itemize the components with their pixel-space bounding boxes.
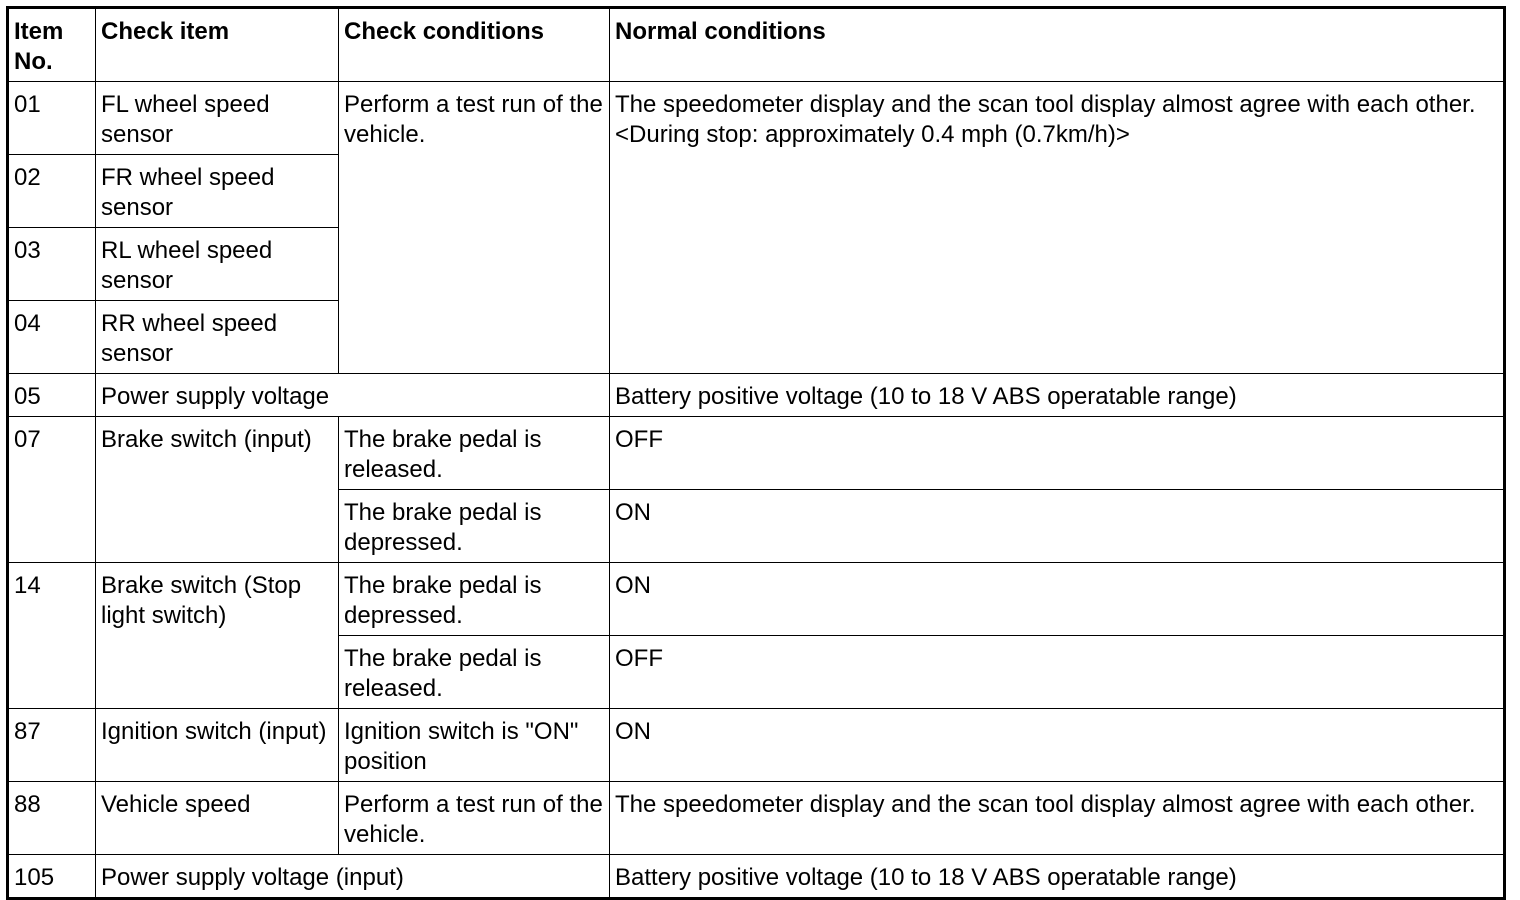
check-item-cell: Ignition switch (input) — [96, 709, 339, 782]
check-conditions-cell: Perform a test run of the vehicle. — [339, 82, 610, 374]
item-no-cell: 88 — [8, 782, 96, 855]
table-header-row — [8, 8, 1505, 82]
check-conditions-cell: Perform a test run of the vehicle. — [339, 782, 610, 855]
normal-conditions-cell: OFF — [610, 636, 1505, 709]
check-item-cell: FR wheel speed sensor — [96, 155, 339, 228]
normal-conditions-cell: ON — [610, 563, 1505, 636]
item-no-cell: 87 — [8, 709, 96, 782]
table-row — [8, 417, 1505, 490]
check-conditions-cell: The brake pedal is depressed. — [339, 490, 610, 563]
check-items-table — [6, 6, 1506, 900]
table-row — [8, 782, 1505, 855]
table-row — [8, 855, 1505, 899]
item-no-cell: 14 — [8, 563, 96, 709]
check-item-cell: Vehicle speed — [96, 782, 339, 855]
header-check-item: Check item — [96, 8, 339, 82]
item-no-cell: 05 — [8, 374, 96, 417]
normal-conditions-cell: Battery positive voltage (10 to 18 V ABS operatable range) — [610, 855, 1505, 899]
table-row — [8, 709, 1505, 782]
check-item-cell: Brake switch (input) — [96, 417, 339, 563]
check-item-cell: Power supply voltage (input) — [96, 855, 610, 899]
item-no-cell: 07 — [8, 417, 96, 563]
check-conditions-cell: The brake pedal is released. — [339, 417, 610, 490]
check-item-cell: RR wheel speed sensor — [96, 301, 339, 374]
item-no-cell: 04 — [8, 301, 96, 374]
item-no-cell: 02 — [8, 155, 96, 228]
item-no-cell: 01 — [8, 82, 96, 155]
table-row — [8, 563, 1505, 636]
header-normal-conditions: Normal conditions — [610, 8, 1505, 82]
item-no-cell: 03 — [8, 228, 96, 301]
table-row — [8, 82, 1505, 155]
check-item-cell: Brake switch (Stop light switch) — [96, 563, 339, 709]
normal-conditions-cell: OFF — [610, 417, 1505, 490]
check-conditions-cell: The brake pedal is depressed. — [339, 563, 610, 636]
normal-conditions-cell: ON — [610, 709, 1505, 782]
check-conditions-cell: Ignition switch is "ON" position — [339, 709, 610, 782]
normal-conditions-cell: The speedometer display and the scan tool display almost agree with each other. — [610, 782, 1505, 855]
normal-conditions-cell: ON — [610, 490, 1505, 563]
header-item-no: Item No. — [8, 8, 96, 82]
header-check-conditions: Check conditions — [339, 8, 610, 82]
normal-conditions-cell: Battery positive voltage (10 to 18 V ABS operatable range) — [610, 374, 1505, 417]
table-row — [8, 374, 1505, 417]
document-page — [6, 6, 1506, 900]
item-no-cell: 105 — [8, 855, 96, 899]
normal-conditions-cell: The speedometer display and the scan tool display almost agree with each other. <During stop: approximately 0.4 mph (0.7km/h)> — [610, 82, 1505, 374]
check-conditions-cell: The brake pedal is released. — [339, 636, 610, 709]
check-item-cell: Power supply voltage — [96, 374, 610, 417]
check-item-cell: RL wheel speed sensor — [96, 228, 339, 301]
check-item-cell: FL wheel speed sensor — [96, 82, 339, 155]
